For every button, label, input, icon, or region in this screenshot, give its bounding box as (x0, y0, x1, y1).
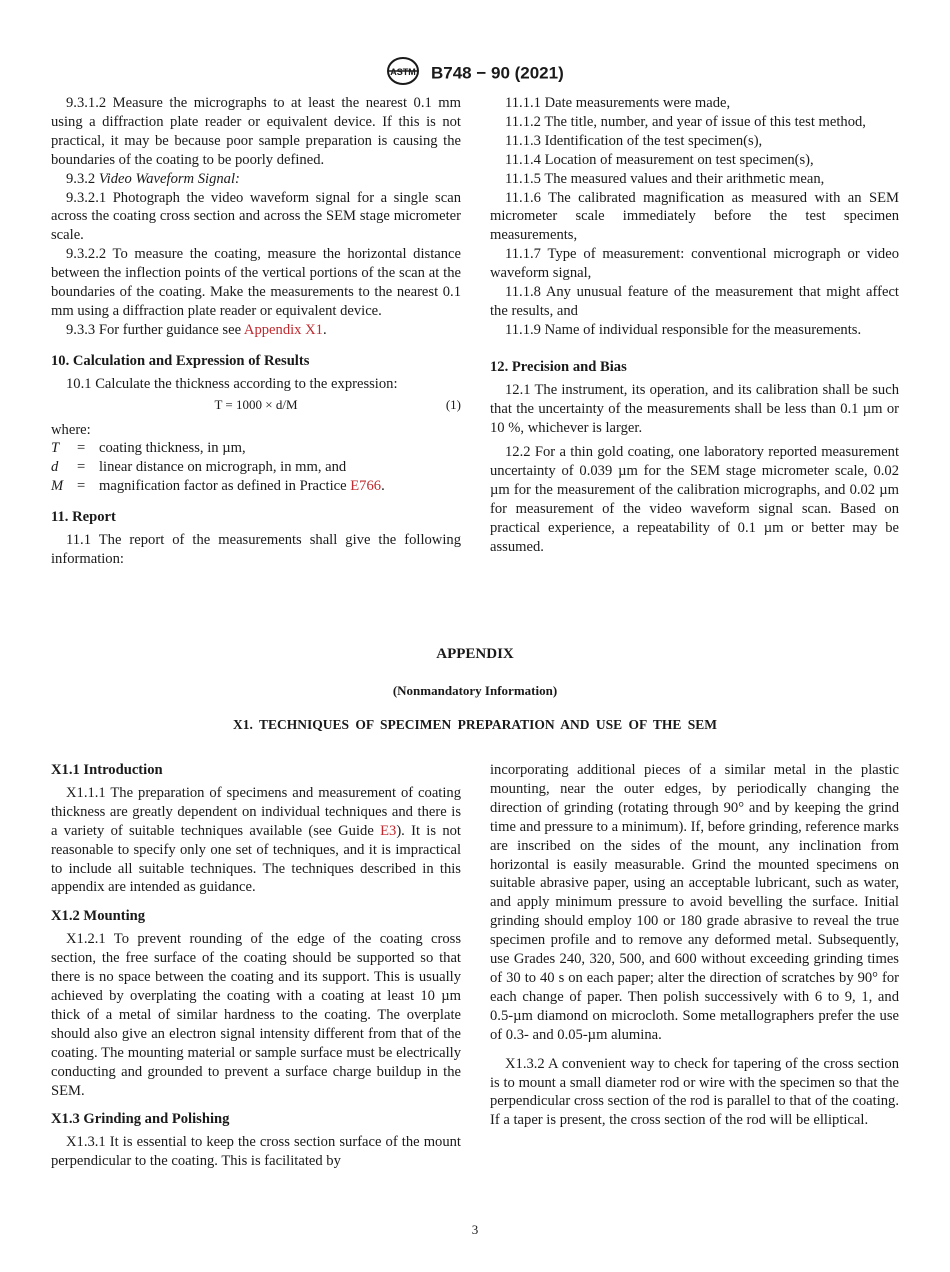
heading-x1-3: X1.3 Grinding and Polishing (51, 1111, 230, 1128)
definition-row: d = linear distance on micrograph, in mm, and (51, 459, 347, 476)
section-heading-11: 11. Report (51, 509, 116, 526)
thickness-equation: T = 1000 × d/M (1) (51, 396, 461, 415)
e766-link[interactable]: E766 (350, 478, 382, 495)
paragraph-x1-1-1: X1.1.1 The preparation of specimens and measurement of coating thickness are greatly dependent on individual techniques and there is a variety of suitable techniques available (see Guide E3). It is not reasonable to specify only one set of techniques, and it is impractical to include all suitable techniques. The techniques described in this appendix are intended as guidance. (51, 784, 461, 896)
right-column-bottom (490, 761, 899, 1130)
page-header (0, 56, 950, 91)
definition-row: M = magnification factor as defined in Practice E766. (51, 478, 385, 495)
paragraph-9-3-2: 9.3.2 Video Waveform Signal: (66, 170, 240, 187)
report-item: 11.1.2 The title, number, and year of issue of this test method, (505, 113, 866, 130)
paragraph-9-3-2-1: 9.3.2.1 Photograph the video waveform signal for a single scan across the coating cross section and across the SEM stage micrometer scale. (51, 189, 461, 244)
report-item: 11.1.8 Any unusual feature of the measurement that might affect the results, and (490, 284, 899, 319)
left-column-bottom (51, 761, 461, 1171)
paragraph-9-3-3: 9.3.3 For further guidance see Appendix X1. (66, 321, 327, 338)
svg-text:ASTM: ASTM (390, 67, 416, 77)
paragraph-x1-3-1: X1.3.1 It is essential to keep the cross section surface of the mount perpendicular to the coating. This is facilitated by (51, 1134, 461, 1170)
heading-x1-2: X1.2 Mounting (51, 908, 146, 925)
paragraph-9-3-2-2: 9.3.2.2 To measure the coating, measure the horizontal distance between the inflection points of the vertical portions of the scan at the boundaries of the coating. Make the measurements to the nearest 0.1 mm using a diffraction plate reader or equivalent device. (51, 246, 461, 319)
report-item: 11.1.4 Location of measurement on test specimen(s), (505, 151, 814, 168)
equation-number: (1) (445, 396, 461, 412)
page-number: 3 (471, 1222, 479, 1237)
section-heading-10: 10. Calculation and Expression of Results (51, 352, 310, 369)
paragraph-x1-3-2: X1.3.2 A convenient way to check for tapering of the cross section is to mount a small diameter rod or wire with the specimen so that the perpendicular cross section of the rod is parallel to that of the coating. If a taper is present, the cross section of the rod will be elliptical. (490, 1055, 899, 1129)
section-heading-12: 12. Precision and Bias (490, 358, 627, 375)
paragraph-12-1: 12.1 The instrument, its operation, and its calibration shall be such that the uncertainty of the measurements shall be less than 0.1 µm or 10 %, whichever is larger. (490, 381, 899, 436)
paragraph-11-1: 11.1 The report of the measurements shall give the following information: (51, 532, 461, 567)
report-item: 11.1.3 Identification of the test specimen(s), (505, 132, 763, 149)
paragraph-9-3-1-2: 9.3.1.2 Measure the micrographs to at least the nearest 0.1 mm using a diffraction plate reader or equivalent device. If this is not practical, it may be because poor sample preparation is causing the boundaries of the coating to be poorly defined. (51, 95, 461, 168)
report-item: 11.1.7 Type of measurement: conventional micrograph or video waveform signal, (490, 246, 899, 282)
appendix-x1-link[interactable]: Appendix X1 (243, 321, 323, 338)
paragraph-10-1: 10.1 Calculate the thickness according to the expression: (66, 375, 398, 392)
left-column-top (51, 94, 461, 569)
appendix-subtitle: (Nonmandatory Information) (392, 683, 558, 698)
appendix-section-title: X1. TECHNIQUES OF SPECIMEN PREPARATION AND USE OF THE SEM (232, 717, 718, 732)
report-item: 11.1.1 Date measurements were made, (505, 95, 731, 111)
report-item: 11.1.5 The measured values and their arithmetic mean, (505, 170, 825, 187)
report-item: 11.1.6 The calibrated magnification as measured with an SEM micrometer scale immediately before the test specimen measurements, (490, 189, 899, 244)
appendix-title: APPENDIX (436, 646, 514, 662)
document-designation: B748 − 90 (2021) (430, 63, 564, 83)
astm-logo-icon (386, 56, 420, 91)
definition-row: T = coating thickness, in µm, (51, 440, 246, 457)
heading-x1-1: X1.1 Introduction (51, 762, 163, 778)
paragraph-x1-2-1: X1.2.1 To prevent rounding of the edge of the coating cross section, the free surface of the coating should be supported so that there is no space between the coating and its support. This is usually achieved by overplating the coating with a coating at least 10 µm thick of a metal of similar hardness to the coating. The overplate should also give an electron signal intensity different from that of the coating. The mounting material or sample surface must be electrically conducting and grounded to prevent a surface charge buildup in the SEM. (51, 931, 461, 1099)
e3-link[interactable]: E3 (380, 822, 397, 839)
report-item: 11.1.9 Name of individual responsible for the measurements. (505, 321, 862, 338)
where-label: where: (51, 421, 91, 438)
paragraph-x1-3-1-continued: incorporating additional pieces of a similar metal in the plastic mounting, near the outer edges, by periodically changing the direction of grinding (rotating through 90° and by keeping the grind time and pressure to a minimum). If, before grinding, reference marks are inscribed on the sides of the mount, any inclination from horizontal is easily measurable. Grind the mounted specimens on suitable abrasive paper, using an acceptable lubricant, such as water, and apply minimum pressure to avoid bevelling the surface. Initial grinding should employ 100 or 180 grade abrasive to reveal the true specimen profile and to remove any deformed metal. Subsequently, use Grades 240, 320, 500, and 600 without exceeding grinding times of 30 to 40 s on each paper; alter the direction of scratches by 90° for each change of paper. Then polish successively with 6 to 9, 1, and 0.5-µm diamond on microcloth. Some metallographers prefer the use of 0.3- and 0.05-µm alumina. (490, 762, 899, 1043)
paragraph-12-2: 12.2 For a thin gold coating, one laboratory reported measurement uncertainty of 0.039 µm for the SEM stage micrometer scale, 0.02 µm for the measurement of the calibration micrographs, and 0.02 µm for measurement of the video waveform signal scan. Based on practical experience, a repeatability of 0.1 µm or better may be assumed. (490, 444, 899, 555)
right-column-top (490, 94, 899, 557)
